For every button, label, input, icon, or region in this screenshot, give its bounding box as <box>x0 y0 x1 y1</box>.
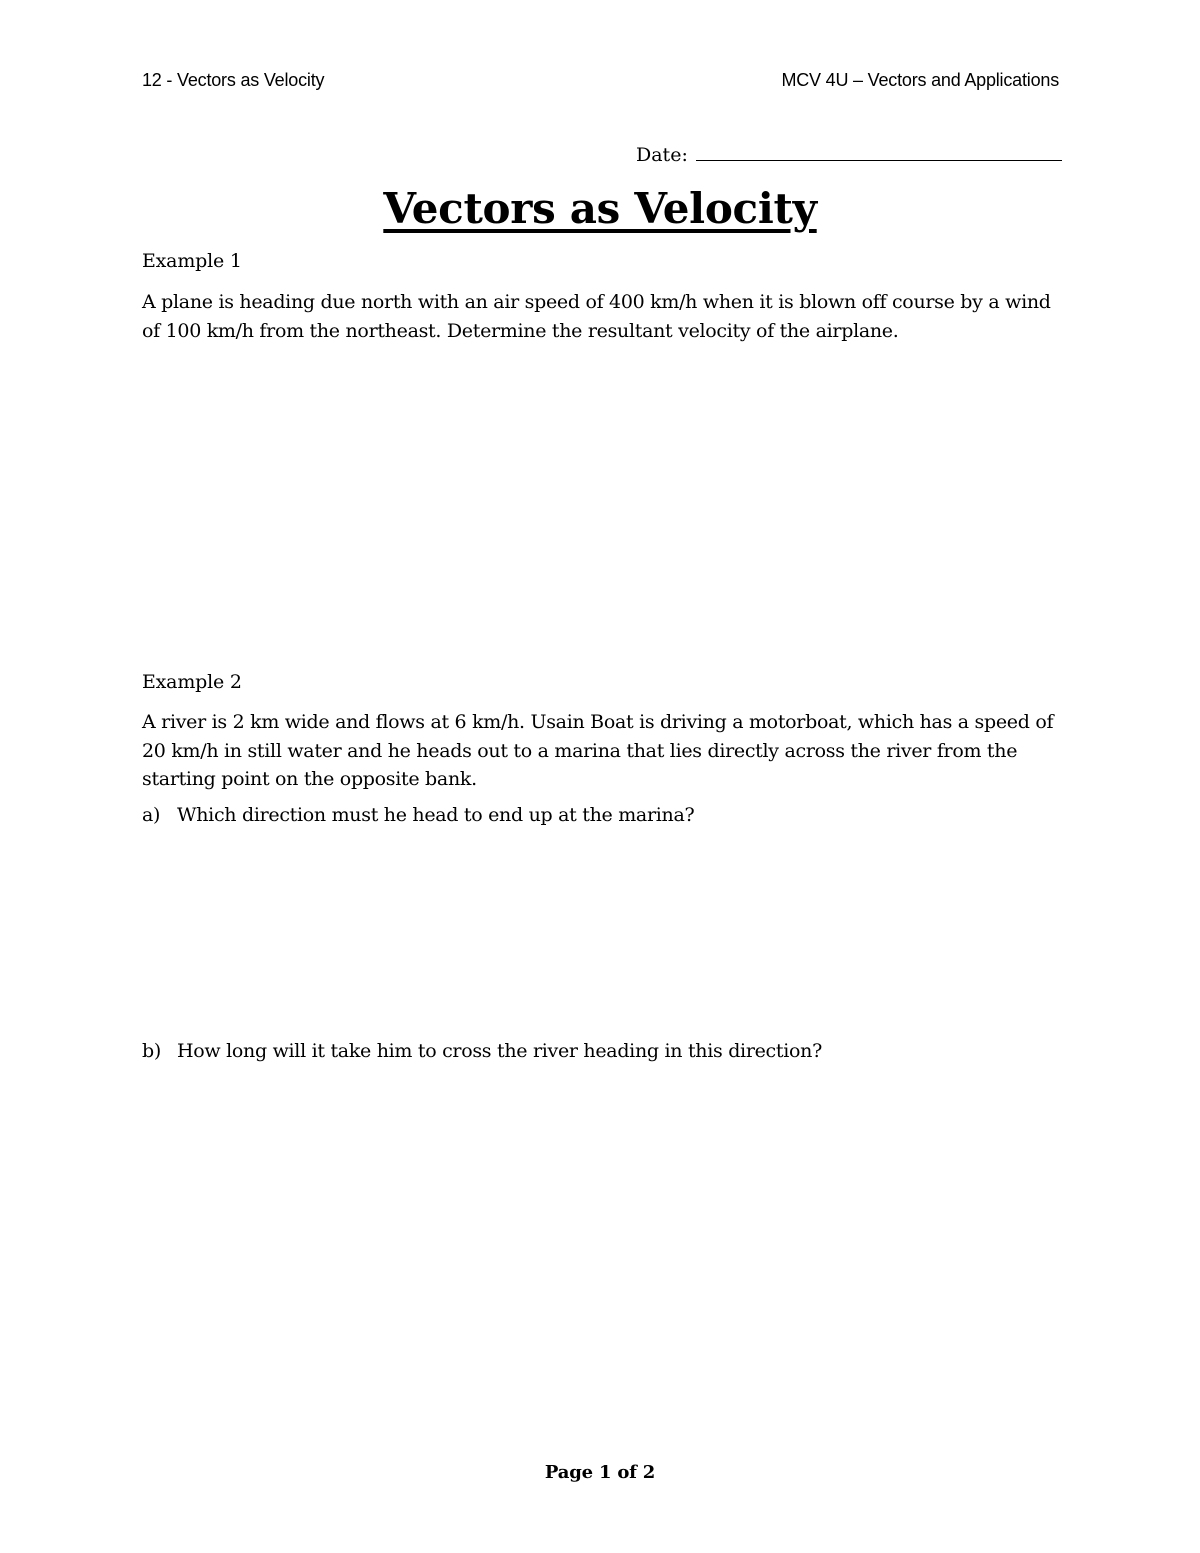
question-a-text: Which direction must he head to end up at the marina? <box>177 804 695 826</box>
page-title: Vectors as Velocity <box>383 184 817 233</box>
question-a <box>142 804 694 826</box>
date-field <box>636 144 1062 166</box>
example-2-text: A river is 2 km wide and flows at 6 km/h. Usain Boat is driving a motorboat, which has a speed of 20 km/h in still water and he heads out to a marina that lies directly across the river from the starting point on the opposite bank. <box>142 711 1054 790</box>
example-1-label: Example 1 <box>142 250 242 272</box>
question-b <box>142 1040 822 1062</box>
question-b-text: How long will it take him to cross the river heading in this direction? <box>177 1040 822 1062</box>
example-2-label: Example 2 <box>142 671 242 693</box>
question-a-marker: a) <box>142 804 161 826</box>
header-right-text: MCV 4U – Vectors and Applications <box>781 70 1059 90</box>
header-left-text: 12 - Vectors as Velocity <box>142 70 325 90</box>
question-b-marker: b) <box>142 1040 161 1062</box>
example-1-text: A plane is heading due north with an air speed of 400 km/h when it is blown off course by a wind of 100 km/h from the northeast. Determine the resultant velocity of the airplane. <box>142 291 1051 342</box>
date-blank-line <box>696 144 1062 161</box>
page-number: Page 1 of 2 <box>544 1462 656 1483</box>
date-label: Date: <box>636 144 688 166</box>
